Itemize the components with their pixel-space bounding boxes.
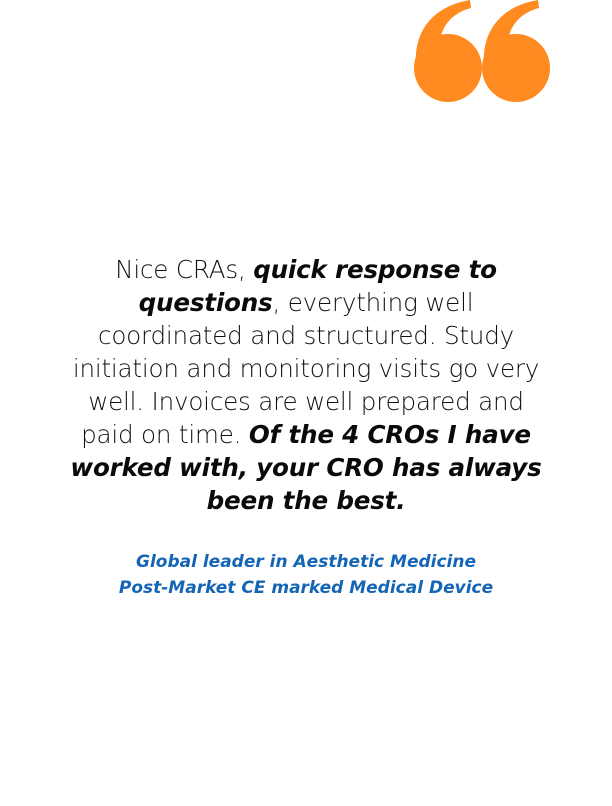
quote-text-emphasis: Of the 4 CROs I have worked with, your CRO has always been the best. bbox=[70, 420, 542, 515]
attribution-line-2: Post-Market CE marked Medical Device bbox=[118, 578, 494, 598]
attribution bbox=[66, 549, 546, 601]
quote-text-plain: , everything well coordinated and structured. Study initiation and monitoring visits go very well. Invoices are well prepared and paid on time. bbox=[72, 288, 540, 449]
attribution-line-1: Global leader in Aesthetic Medicine bbox=[135, 552, 477, 572]
quote-text-plain: Nice CRAs, bbox=[115, 255, 254, 284]
testimonial-quote bbox=[66, 253, 546, 517]
quote-mark-icon bbox=[412, 0, 554, 106]
quote-text-emphasis: quick response to questions bbox=[138, 255, 497, 317]
